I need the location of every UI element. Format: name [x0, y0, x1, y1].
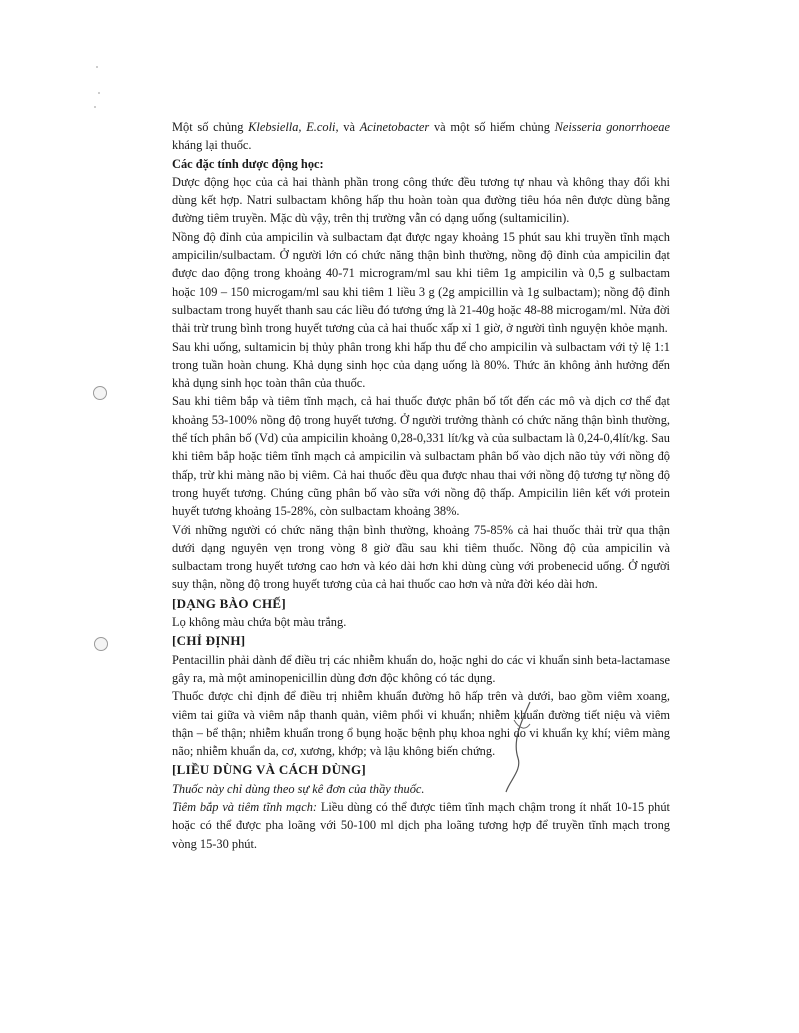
punch-hole-icon: [93, 386, 107, 400]
paragraph-resistant-strains: [172, 118, 670, 155]
route-paragraph: [172, 798, 670, 853]
pharmacokinetics-paragraph-2: Nồng độ đỉnh của ampicilin và sulbactam đạt được ngay khoảng 15 phút sau khi truyền tĩnh mạch ampicilin/sulbactam. Ở người lớn có chức năng thận bình thường, nồng độ đỉnh của ampicilin đạt được dao động trong khoảng 40-71 microgram/ml sau khi tiêm 1g ampicilin và 0,5 g sulbactam hoặc 109 – 150 microgam/ml sau khi tiêm 1 liều 3 g (2g ampicillin và 1g sulbactam); nồng độ đỉnh sulbactam trong huyết thanh sau các liều đó tương ứng là 21-40g hoặc 48-88 microgam/ml. Nửa đời thải trừ trung bình trong huyết tương của cả hai thuốc xấp xỉ 1 giờ, ở người tình nguyện khỏe mạnh.: [172, 229, 670, 336]
organism-name: Acinetobacter: [359, 120, 430, 134]
pharmacokinetics-heading: Các đặc tính dược động học:: [172, 156, 324, 171]
prescription-note: Thuốc này chỉ dùng theo sự kê đơn của thầy thuốc.: [172, 781, 425, 796]
organism-name: Klebsiella, E.coli,: [248, 120, 339, 134]
pen-scribble-icon: [500, 700, 550, 795]
dosage-administration-heading: [LIỀU DÙNG VÀ CÁCH DÙNG]: [172, 762, 367, 778]
scan-speck: [98, 92, 100, 94]
text-run: và một số hiếm chủng: [429, 120, 555, 134]
dosage-form-text: Lọ không màu chứa bột màu trắng.: [172, 615, 347, 630]
route-text: Liều dùng có thể được tiêm tĩnh mạch chậm trong ít nhất 10-15 phút hoặc có thể được pha loãng với 50-100 ml dịch pha loãng tương hợp để truyền tĩnh mạch trong vòng 15-30 phút.: [172, 799, 670, 851]
text-run: Một số chủng: [172, 120, 249, 134]
pharmacokinetics-paragraph-4: Sau khi tiêm bắp và tiêm tĩnh mạch, cả hai thuốc được phân bố tốt đến các mô và dịch cơ thể đạt khoảng 53-100% nồng độ trong huyết tương. Ở người trưởng thành có chức năng thận bình thường, thể tích phân bố (Vd) của ampicilin khoảng 0,28-0,331 lít/kg và của sulbactam là 0,24-0,4lít/kg. Sau khi tiêm bắp hoặc tiêm tĩnh mạch cả ampicilin và sulbactam phân bố vào dịch não tủy với nồng độ thấp, trừ khi màng não bị viêm. Cả hai thuốc đều qua được nhau thai với nồng độ tương tự nồng độ trong huyết tương. Chúng cũng phân bố vào sữa với nồng độ thấp. Ampicilin liên kết với protein huyết tương khoảng 15-28%, còn sulbactam khoảng 38%.: [172, 394, 670, 519]
pharmacokinetics-paragraph-1: Dược động học của cả hai thành phần trong công thức đều tương tự nhau và không thay đổi khi dùng kết hợp. Natri sulbactam không hấp thu hoàn toàn qua đường tiêu hóa nên được dùng bằng đường tiêm truyền. Mặc dù vậy, trên thị trường vẫn có dạng uống (sultamicilin).: [172, 174, 670, 226]
pharmacokinetics-paragraph-5: Với những người có chức năng thận bình thường, khoảng 75-85% cả hai thuốc thải trừ qua thận dưới dạng nguyên vẹn trong vòng 8 giờ đầu sau khi tiêm thuốc. Nồng độ của ampicilin và sulbactam trong huyết tương cao hơn và kéo dài hơn khi dùng cùng với probenecid uống. Ở người suy thận, nồng độ trong huyết tương của cả hai thuốc cao hơn và nửa đời kéo dài hơn.: [172, 522, 670, 592]
dosage-form-heading: [DẠNG BÀO CHẾ]: [172, 595, 286, 611]
organism-name: Neisseria gonorrhoeae: [554, 120, 670, 134]
text-run: và: [338, 120, 360, 134]
indications-paragraph-2: Thuốc được chỉ định để điều trị nhiễm khuẩn đường hô hấp trên và dưới, bao gồm viêm xoang, viêm tai giữa và viêm nắp thanh quản, viêm phổi vi khuẩn; nhiễm khuẩn đường tiết niệu và viêm thận – bể thận; nhiễm khuẩn trong ổ bụng hoặc bệnh phụ khoa nghi do vi khuẩn kỵ khí; viêm màng não; nhiễm khuẩn da, cơ, xương, khớp; và lậu không biến chứng.: [172, 689, 670, 759]
pharmacokinetics-paragraph-3: Sau khi uống, sultamicin bị thủy phân trong khi hấp thu để cho ampicilin và sulbactam với tỷ lệ 1:1 trong tuần hoàn chung. Khả dụng sinh học của dạng uống là 80%. Thức ăn không ảnh hưởng đến khả dụng sinh học toàn thân của thuốc.: [172, 339, 670, 391]
scan-speck: [96, 66, 98, 68]
document-body: [172, 118, 670, 853]
text-run: kháng lại thuốc.: [172, 138, 252, 153]
indications-paragraph-1: Pentacillin phải dành để điều trị các nhiễm khuẩn do, hoặc nghi do các vi khuẩn sinh beta-lactamase gây ra, mà một aminopenicillin dùng đơn độc không có tác dụng.: [172, 652, 670, 685]
indications-heading: [CHỈ ĐỊNH]: [172, 633, 246, 649]
route-label: Tiêm bắp và tiêm tĩnh mạch:: [172, 799, 318, 814]
scan-speck: [94, 106, 96, 108]
punch-hole-icon: [94, 637, 108, 651]
